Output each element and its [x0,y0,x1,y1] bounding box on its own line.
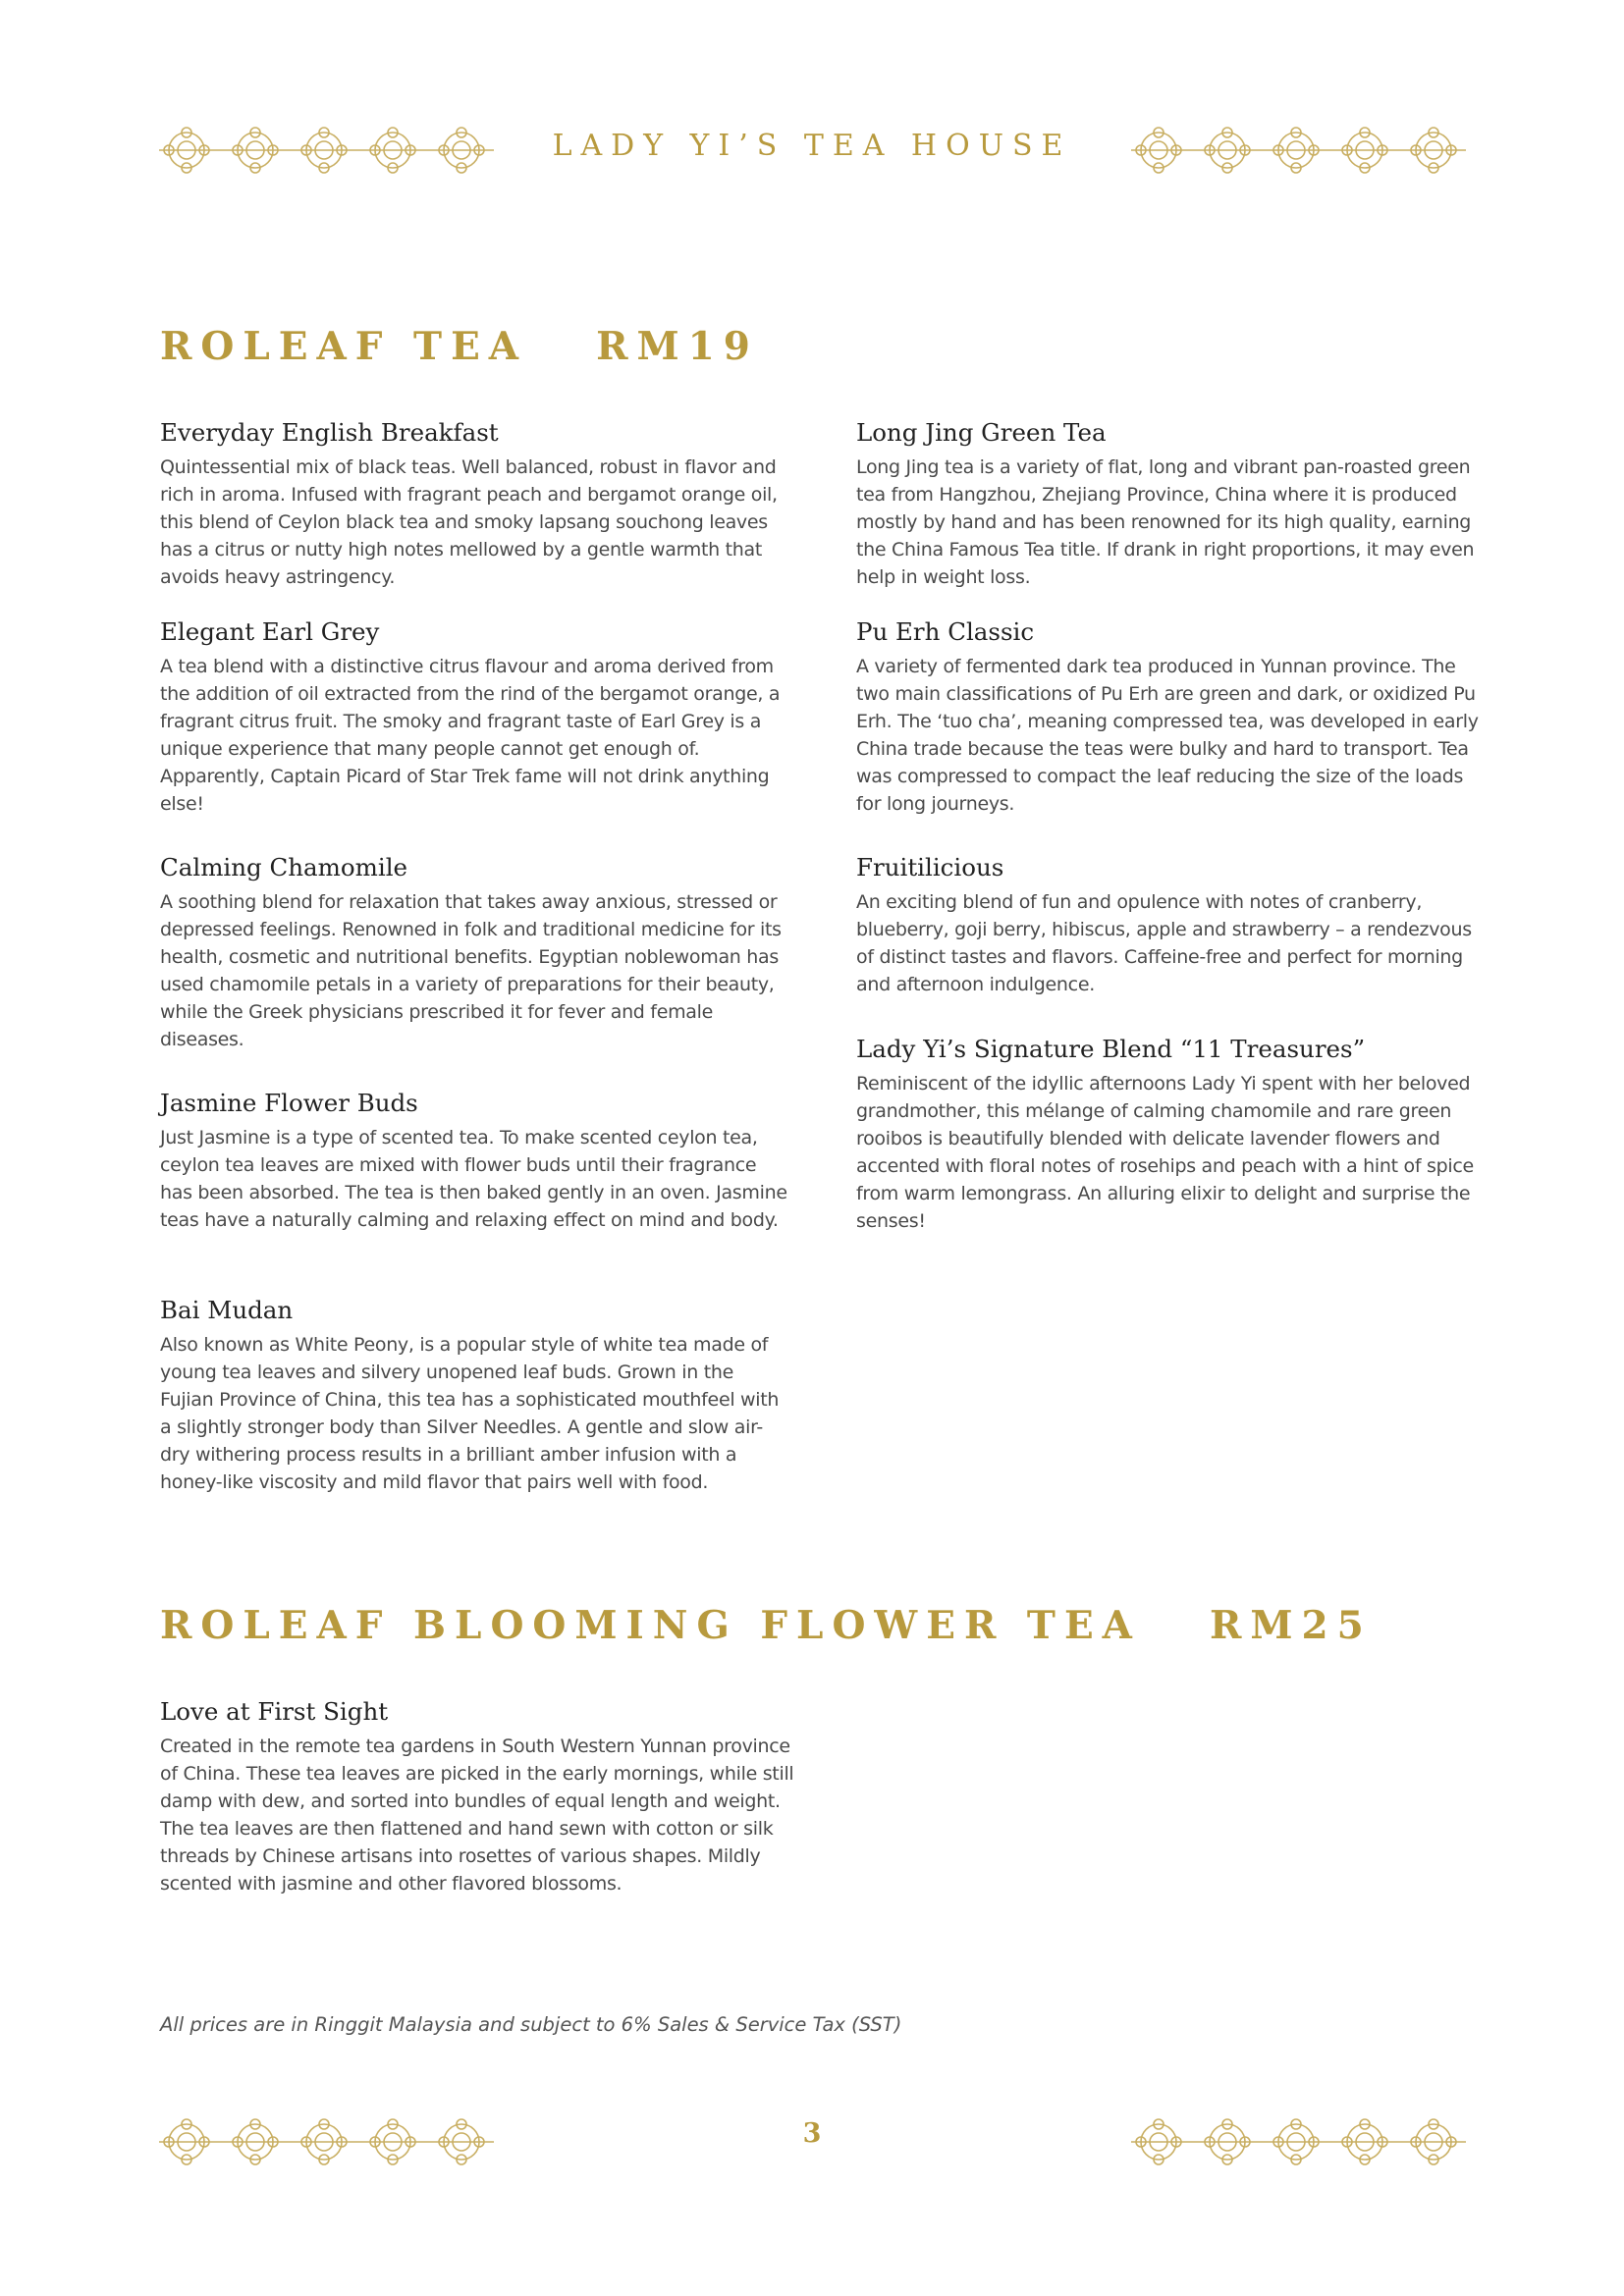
item-description: Quintessential mix of black teas. Well balanced, robust in flavor and rich in aroma. Infused with fragrant peach and bergamot orange oil, this blend of Ceylon black tea and smoky lapsang souchong leaves has a citrus or nutty high notes mellowed by a gentle warmth that avoids heavy astringency. [160,456,778,588]
item-description: Long Jing tea is a variety of flat, long and vibrant pan-roasted green tea from Hangzhou, Zhejiang Province, China where it is produced mostly by hand and has been renowned for its high quality, earning the China Famous Tea title. If drank in right proportions, it may even help in weight loss. [856,456,1475,588]
item-description: A soothing blend for relaxation that takes away anxious, stressed or depressed feelings. Renowned in folk and traditional medicine for its health, cosmetic and nutritional benefits. Egyptian noblewoman has used chamomile petals in a variety of preparations for their beauty, while the Greek physicians prescribed it for fever and female diseases. [160,891,782,1050]
section-price: RM19 [596,324,759,369]
section-name: ROLEAF BLOOMING FLOWER TEA [160,1603,1141,1648]
lattice-ornament-icon [1129,2111,1468,2172]
item-name: Jasmine Flower Buds [160,1089,418,1117]
menu-item [856,617,1485,818]
section-name: ROLEAF TEA [160,324,528,369]
item-name: Long Jing Green Tea [856,418,1107,447]
section-price: RM25 [1209,1603,1373,1648]
item-name: Love at First Sight [160,1697,389,1726]
brand-title: LADY YI’S TEA HOUSE [552,129,1072,163]
menu-item [160,617,788,818]
item-name: Pu Erh Classic [856,617,1035,646]
menu-item [856,853,1485,998]
item-description: A tea blend with a distinctive citrus flavour and aroma derived from the addition of oil extracted from the rind of the bergamot orange, a fragrant citrus fruit. The smoky and fragrant taste of Earl Grey is a unique experience that many people cannot get enough of. Apparently, Captain Picard of Star Trek fame will not drink anything else! [160,656,781,815]
item-description: Just Jasmine is a type of scented tea. To make scented ceylon tea, ceylon tea leaves are mixed with flower buds until their fragrance has been absorbed. The tea is then baked gently in an oven. Jasmine teas have a naturally calming and relaxing effect on mind and body. [160,1127,787,1231]
item-name: Calming Chamomile [160,853,408,881]
item-description: Also known as White Peony, is a popular style of white tea made of young tea leaves and silvery unopened leaf buds. Grown in the Fujian Province of China, this tea has a sophisticated mouthfeel with a slightly stronger body than Silver Needles. A gentle and slow air-dry withering process results in a brilliant amber infusion with a honey-like viscosity and mild flavor that pairs well with food. [160,1334,780,1493]
item-description: A variety of fermented dark tea produced in Yunnan province. The two main classifications of Pu Erh are green and dark, or oxidized Pu Erh. The ‘tuo cha’, meaning compressed tea, was developed in early China trade because the teas were bulky and hard to transport. Tea was compressed to compact the leaf reducing the size of the loads for long journeys. [856,656,1479,815]
menu-item [856,418,1485,591]
menu-item [160,1089,788,1234]
menu-item [160,1697,798,1897]
item-description: Reminiscent of the idyllic afternoons Lady Yi spent with her beloved grandmother, this mélange of calming chamomile and rare green rooibos is beautifully blended with delicate lavender flowers and accented with floral notes of rosehips and peach with a hint of spice from warm lemongrass. An alluring elixir to delight and surprise the senses! [856,1073,1474,1232]
item-name: Bai Mudan [160,1296,294,1324]
menu-item [160,418,788,591]
item-description: An exciting blend of fun and opulence with notes of cranberry, blueberry, goji berry, hibiscus, apple and strawberry – a rendezvous of distinct tastes and flavors. Caffeine-free and perfect for morning and afternoon indulgence. [856,891,1472,995]
item-name: Everyday English Breakfast [160,418,499,447]
menu-item [856,1035,1485,1235]
item-name: Lady Yi’s Signature Blend “11 Treasures” [856,1035,1366,1063]
menu-item [160,1296,788,1496]
item-name: Fruitilicious [856,853,1004,881]
page-number: 3 [802,2118,822,2149]
item-description: Created in the remote tea gardens in South Western Yunnan province of China. These tea leaves are picked in the early mornings, while still damp with dew, and sorted into bundles of equal length and weight. The tea leaves are then flattened and hand sewn with cotton or silk threads by Chinese artisans into rosettes of various shapes. Mildly scented with jasmine and other flavored blossoms. [160,1735,794,1895]
tax-footnote: All prices are in Ringgit Malaysia and subject to 6% Sales & Service Tax (SST) [160,2013,902,2036]
item-name: Elegant Earl Grey [160,617,380,646]
section-title [160,324,759,369]
section-title [160,1603,1373,1648]
menu-item [160,853,788,1053]
